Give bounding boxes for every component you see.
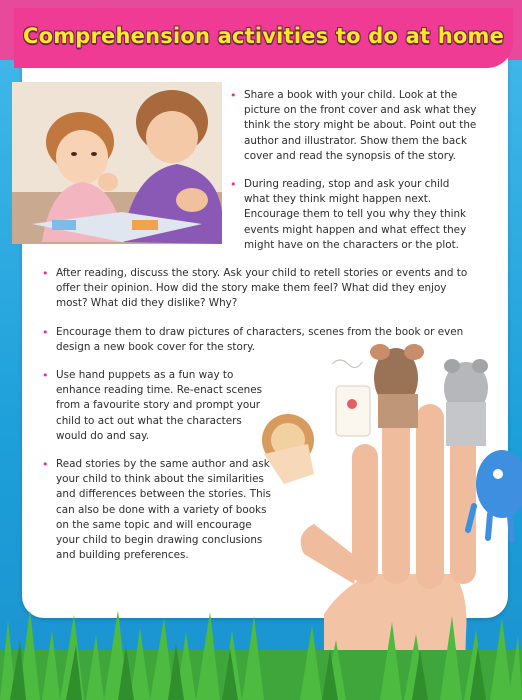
- bullet-item: • During reading, stop and ask your child what they think might happen next. Encourage them to tell you why they think events might happen and what effect they might have on the characters or the plot.: [228, 177, 478, 253]
- scribble-icon: [330, 352, 364, 374]
- bullet-item: • Use hand puppets as a fun way to enhance reading time. Re-enact scenes from a favourite story and prompt your child to act out what the characters would do and say.: [40, 368, 274, 444]
- left-column-bullets: [40, 368, 274, 563]
- parent-child-reading-photo: [12, 82, 222, 244]
- page-title: Comprehension activities to do at home: [22, 24, 505, 48]
- bullet-item: • Share a book with your child. Look at the picture on the front cover and ask what they think the story might be about. Point out the author and illustrator. Show them the back cover and read the synopsis of the story.: [228, 88, 478, 164]
- bullet-item: • Encourage them to draw pictures of characters, scenes from the book or even design a new book cover for the story.: [40, 325, 480, 355]
- photo-illustration-icon: [12, 82, 222, 244]
- bullet-item: • Read stories by the same author and ask your child to think about the similarities and differences between the stories. This can also be done with a variety of books on the same topic and will encourage your child to begin drawing conclusions and building preferences.: [40, 457, 274, 563]
- top-bullets: [228, 88, 478, 253]
- grass-decoration: [0, 610, 522, 700]
- title-banner: [14, 8, 513, 68]
- bullet-item: • After reading, discuss the story. Ask your child to retell stories or events and to offer their opinion. How did the story make them feel? What did they enjoy most? What did they dislike? Why?: [40, 266, 480, 312]
